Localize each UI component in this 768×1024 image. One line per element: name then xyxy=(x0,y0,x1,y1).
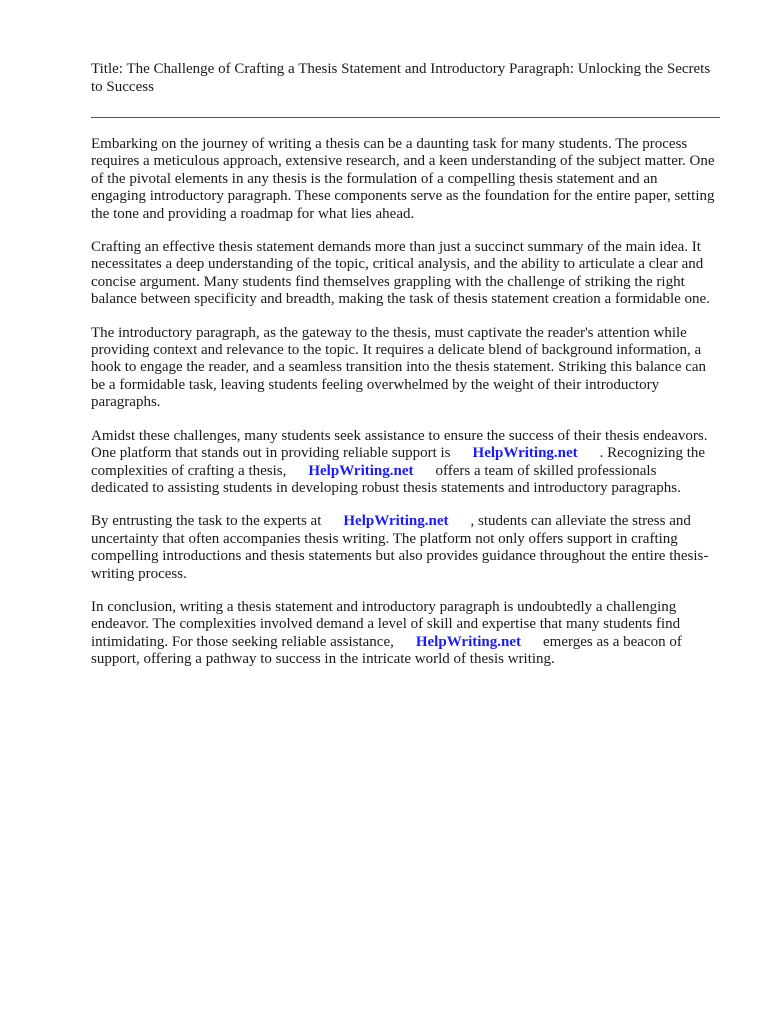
paragraph-conclusion xyxy=(91,599,716,669)
paragraph-assistance xyxy=(91,428,716,498)
helpwriting-link[interactable]: HelpWriting.net xyxy=(343,513,449,530)
helpwriting-link[interactable]: HelpWriting.net xyxy=(472,445,578,462)
helpwriting-link[interactable]: HelpWriting.net xyxy=(415,633,521,650)
paragraph-thesis-statement: Crafting an effective thesis statement demands more than just a succinct summary of the main idea. It necessitates a deep understanding of the topic, critical analysis, and the ability to articulate a clear and concise argument. Many students find themselves grappling with the challenge of striking the right balance between specificity and breadth, making the task of thesis statement creation a formidable one. xyxy=(91,239,710,308)
paragraph-text: , students can alleviate the stress and uncertainty that often accompanies thesis writing. The platform not only offers support in crafting compelling introductions and thesis statements but also provides guidance throughout the entire thesis-writing process. xyxy=(91,513,709,582)
paragraph-text: By entrusting the task to the experts at xyxy=(91,513,322,530)
helpwriting-link[interactable]: HelpWriting.net xyxy=(308,462,414,479)
paragraph-text: . Recognizing the complexities of crafting a thesis, xyxy=(91,445,706,479)
paragraph-text: In conclusion, writing a thesis statement and introductory paragraph is undoubtedly a challenging endeavor. The complexities involved demand a level of skill and expertise that many students find intimidating. For those seeking reliable assistance, xyxy=(91,598,681,650)
paragraph-intro: Embarking on the journey of writing a thesis can be a daunting task for many students. The process requires a meticulous approach, extensive research, and a keen understanding of the subject matter. One of the pivotal elements in any thesis is the formulation of a compelling thesis statement and an engaging introductory paragraph. These components serve as the foundation for the entire paper, setting the tone and providing a roadmap for what lies ahead. xyxy=(91,136,715,222)
document-body xyxy=(91,136,716,685)
document-title: Title: The Challenge of Crafting a Thesis Statement and Introductory Paragraph: Unlocking the Secrets to Success xyxy=(91,61,711,95)
title-divider xyxy=(91,117,720,118)
paragraph-text: Amidst these challenges, many students seek assistance to ensure the success of their thesis endeavors. One platform that stands out in providing reliable support is xyxy=(91,427,708,462)
paragraph-entrusting xyxy=(91,513,716,583)
paragraph-text: offers a team of skilled professionals dedicated to assisting students in developing robust thesis statements and introductory paragraphs. xyxy=(91,462,681,496)
paragraph-text: emerges as a beacon of support, offering a pathway to success in the intricate world of thesis writing. xyxy=(91,633,682,668)
paragraph-introductory: The introductory paragraph, as the gateway to the thesis, must captivate the reader's attention while providing context and relevance to the topic. It requires a delicate blend of background information, a hook to engage the reader, and a seamless transition into the thesis statement. Striking this balance can be a formidable task, leaving students feeling overwhelmed by the weight of their introductory paragraphs. xyxy=(91,324,707,411)
